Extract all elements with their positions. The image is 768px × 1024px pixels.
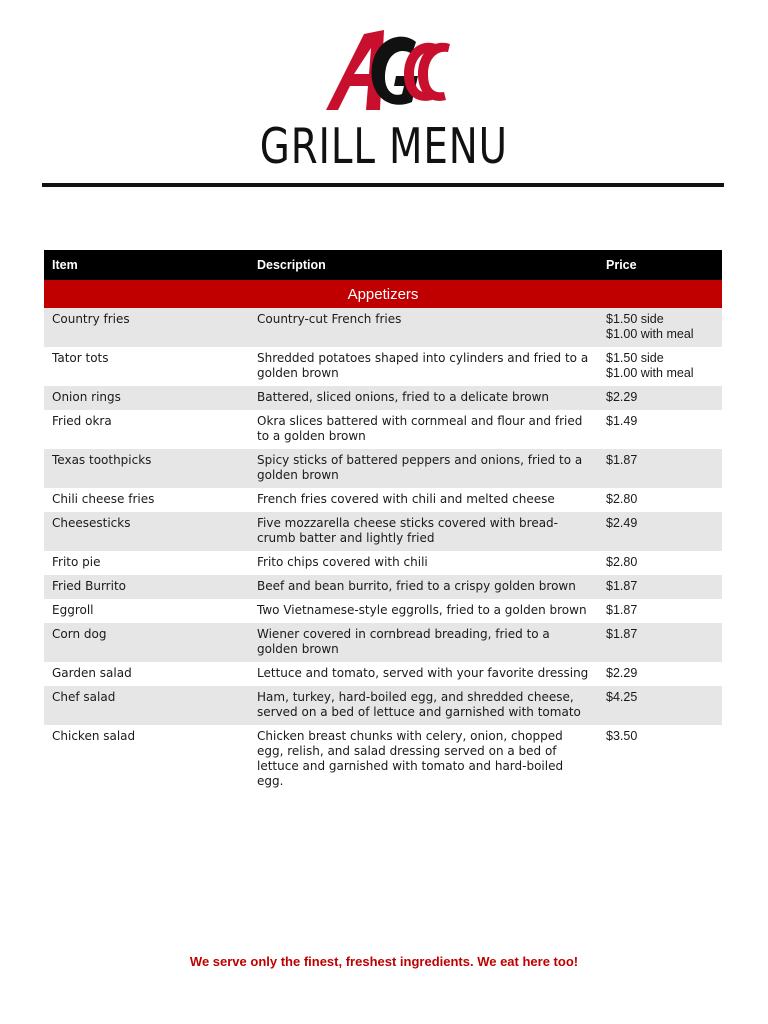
item-description: Lettuce and tomato, served with your favorite dressing — [249, 662, 598, 686]
item-name: Fried okra — [44, 410, 249, 449]
item-description: Five mozzarella cheese sticks covered with bread-crumb batter and lightly fried — [249, 512, 598, 551]
price-line: $2.29 — [606, 666, 638, 680]
price-line: $2.80 — [606, 555, 638, 569]
table-header-row — [44, 250, 722, 280]
item-description: Chicken breast chunks with celery, onion, chopped egg, relish, and salad dressing served on a bed of lettuce and garnished with tomato and hard-boiled egg. — [249, 725, 598, 794]
price-line: $2.49 — [606, 516, 638, 530]
table-row — [44, 662, 722, 686]
item-price — [598, 347, 722, 386]
item-price — [598, 725, 722, 794]
item-name: Tator tots — [44, 347, 249, 386]
header-item: Item — [44, 250, 249, 280]
price-line: $1.87 — [606, 603, 638, 617]
item-description: French fries covered with chili and melted cheese — [249, 488, 598, 512]
price-line: $1.87 — [606, 627, 638, 641]
table-row — [44, 386, 722, 410]
table-row — [44, 410, 722, 449]
price-line: $1.49 — [606, 414, 638, 428]
table-row — [44, 725, 722, 794]
table-row — [44, 599, 722, 623]
item-price — [598, 512, 722, 551]
item-price — [598, 662, 722, 686]
item-name: Eggroll — [44, 599, 249, 623]
item-description: Ham, turkey, hard-boiled egg, and shredded cheese, served on a bed of lettuce and garnished with tomato — [249, 686, 598, 725]
table-row — [44, 512, 722, 551]
item-name: Garden salad — [44, 662, 249, 686]
item-price — [598, 410, 722, 449]
menu-table — [44, 250, 722, 794]
item-name: Chicken salad — [44, 725, 249, 794]
price-line: $3.50 — [606, 729, 638, 743]
header-description: Description — [249, 250, 598, 280]
item-price — [598, 308, 722, 347]
item-name: Onion rings — [44, 386, 249, 410]
section-row — [44, 280, 722, 308]
item-description: Okra slices battered with cornmeal and flour and fried to a golden brown — [249, 410, 598, 449]
table-row — [44, 449, 722, 488]
table-row — [44, 347, 722, 386]
table-row — [44, 308, 722, 347]
item-description: Beef and bean burrito, fried to a crispy golden brown — [249, 575, 598, 599]
price-line: $2.29 — [606, 390, 638, 404]
item-name: Corn dog — [44, 623, 249, 662]
item-price — [598, 575, 722, 599]
table-row — [44, 623, 722, 662]
price-line: $1.87 — [606, 579, 638, 593]
item-price — [598, 686, 722, 725]
item-description: Two Vietnamese-style eggrolls, fried to a golden brown — [249, 599, 598, 623]
item-name: Chef salad — [44, 686, 249, 725]
item-name: Cheesesticks — [44, 512, 249, 551]
price-line: $1.00 with meal — [606, 366, 694, 380]
title-divider — [42, 183, 724, 187]
menu-title: GRILL MENU — [259, 118, 508, 175]
item-name: Frito pie — [44, 551, 249, 575]
price-line: $4.25 — [606, 690, 638, 704]
price-line: $1.50 side — [606, 312, 664, 326]
price-line: $1.50 side — [606, 351, 664, 365]
table-row — [44, 488, 722, 512]
item-description: Wiener covered in cornbread breading, fried to a golden brown — [249, 623, 598, 662]
item-price — [598, 386, 722, 410]
price-line: $2.80 — [606, 492, 638, 506]
section-title: Appetizers — [44, 280, 722, 308]
table-row — [44, 551, 722, 575]
item-price — [598, 551, 722, 575]
item-price — [598, 488, 722, 512]
table-row — [44, 686, 722, 725]
agcc-logo — [318, 24, 452, 116]
price-line: $1.00 with meal — [606, 327, 694, 341]
item-name: Texas toothpicks — [44, 449, 249, 488]
item-name: Chili cheese fries — [44, 488, 249, 512]
item-description: Battered, sliced onions, fried to a delicate brown — [249, 386, 598, 410]
item-description: Shredded potatoes shaped into cylinders and fried to a golden brown — [249, 347, 598, 386]
item-description: Spicy sticks of battered peppers and onions, fried to a golden brown — [249, 449, 598, 488]
price-line: $1.87 — [606, 453, 638, 467]
table-row — [44, 575, 722, 599]
item-price — [598, 599, 722, 623]
item-price — [598, 623, 722, 662]
item-description: Country-cut French fries — [249, 308, 598, 347]
footer-tagline: We serve only the finest, freshest ingredients. We eat here too! — [189, 954, 579, 969]
item-name: Fried Burrito — [44, 575, 249, 599]
item-name: Country fries — [44, 308, 249, 347]
item-description: Frito chips covered with chili — [249, 551, 598, 575]
item-price — [598, 449, 722, 488]
header-price: Price — [598, 250, 722, 280]
